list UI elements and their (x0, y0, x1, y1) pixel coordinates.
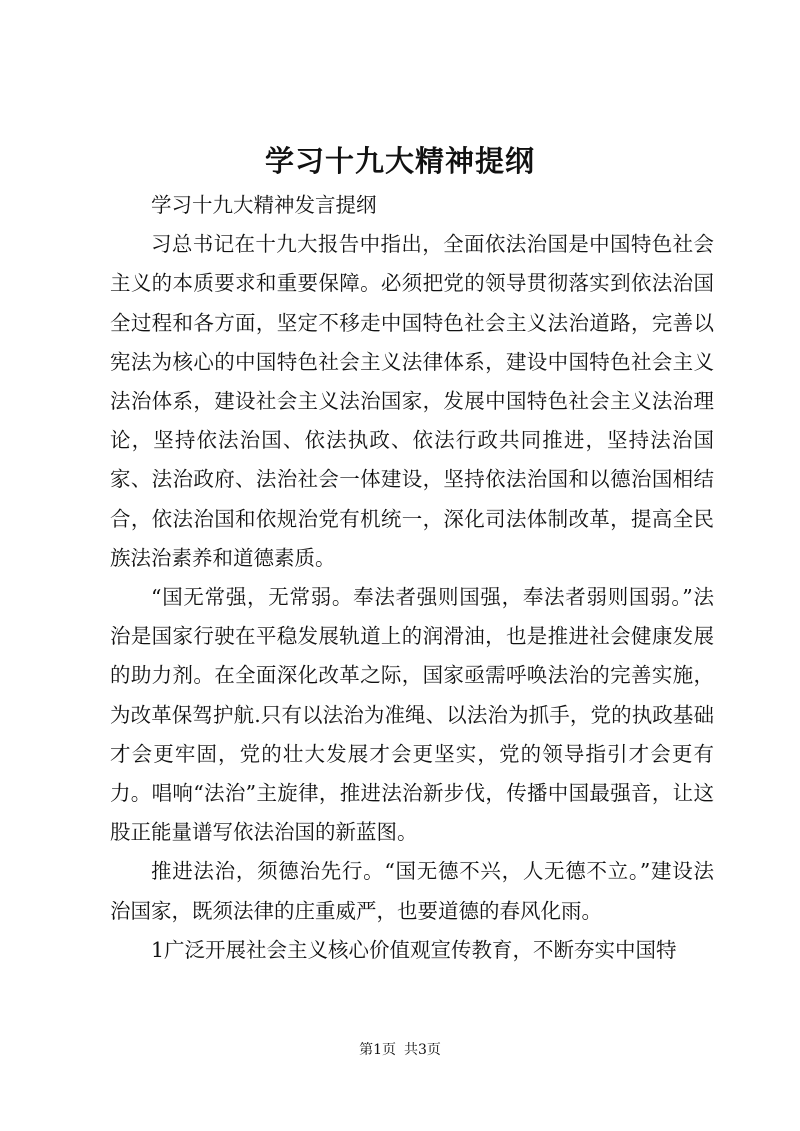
document-title: 学习十九大精神提纲 (264, 144, 535, 178)
body-paragraph: 习总书记在十九大报告中指出，全面依法治国是中国特色社会主义的本质要求和重要保障。必须把党的领导贯彻落实到依法治国全过程和各方面，坚定不移走中国特色社会主义法治道路，完善以宪法为核心的中国特色社会主义法律体系，建设中国特色社会主义法治体系，建设社会主义法治国家，发展中国特色社会主义法治理论，坚持依法治国、依法执政、依法行政共同推进，坚持法治国家、法治政府、法治社会一体建设，坚持依法治国和以德治国相结合，依法治国和依规治党有机统一，深化司法体制改革，提高全民族法治素养和道德素质。 (110, 232, 714, 570)
document-body (110, 186, 714, 970)
page-footer (0, 1040, 800, 1060)
page-number-current: 第1页 (359, 1042, 396, 1058)
body-paragraph: 1广泛开展社会主义核心价值观宣传教育，不断夯实中国特 (151, 937, 677, 962)
subtitle-paragraph: 学习十九大精神发言提纲 (151, 193, 377, 217)
body-paragraph: 推进法治，须德治先行。“国无德不兴，人无德不立。”建设法治国家，既须法律的庄重威严，也要道德的春风化雨。 (110, 859, 714, 923)
page-number-total: 共3页 (404, 1042, 441, 1058)
body-paragraph: “国无常强，无常弱。奉法者强则国强，奉法者弱则国弱。”法治是国家行驶在平稳发展轨道上的润滑油，也是推进社会健康发展的助力剂。在全面深化改革之际，国家亟需呼唤法治的完善实施，为改革保驾护航.只有以法治为准绳、以法治为抓手，党的执政基础才会更牢固，党的壮大发展才会更坚实，党的领导指引才会更有力。唱响“法治”主旋律，推进法治新步伐，传播中国最强音，让这股正能量谱写依法治国的新蓝图。 (110, 585, 714, 845)
